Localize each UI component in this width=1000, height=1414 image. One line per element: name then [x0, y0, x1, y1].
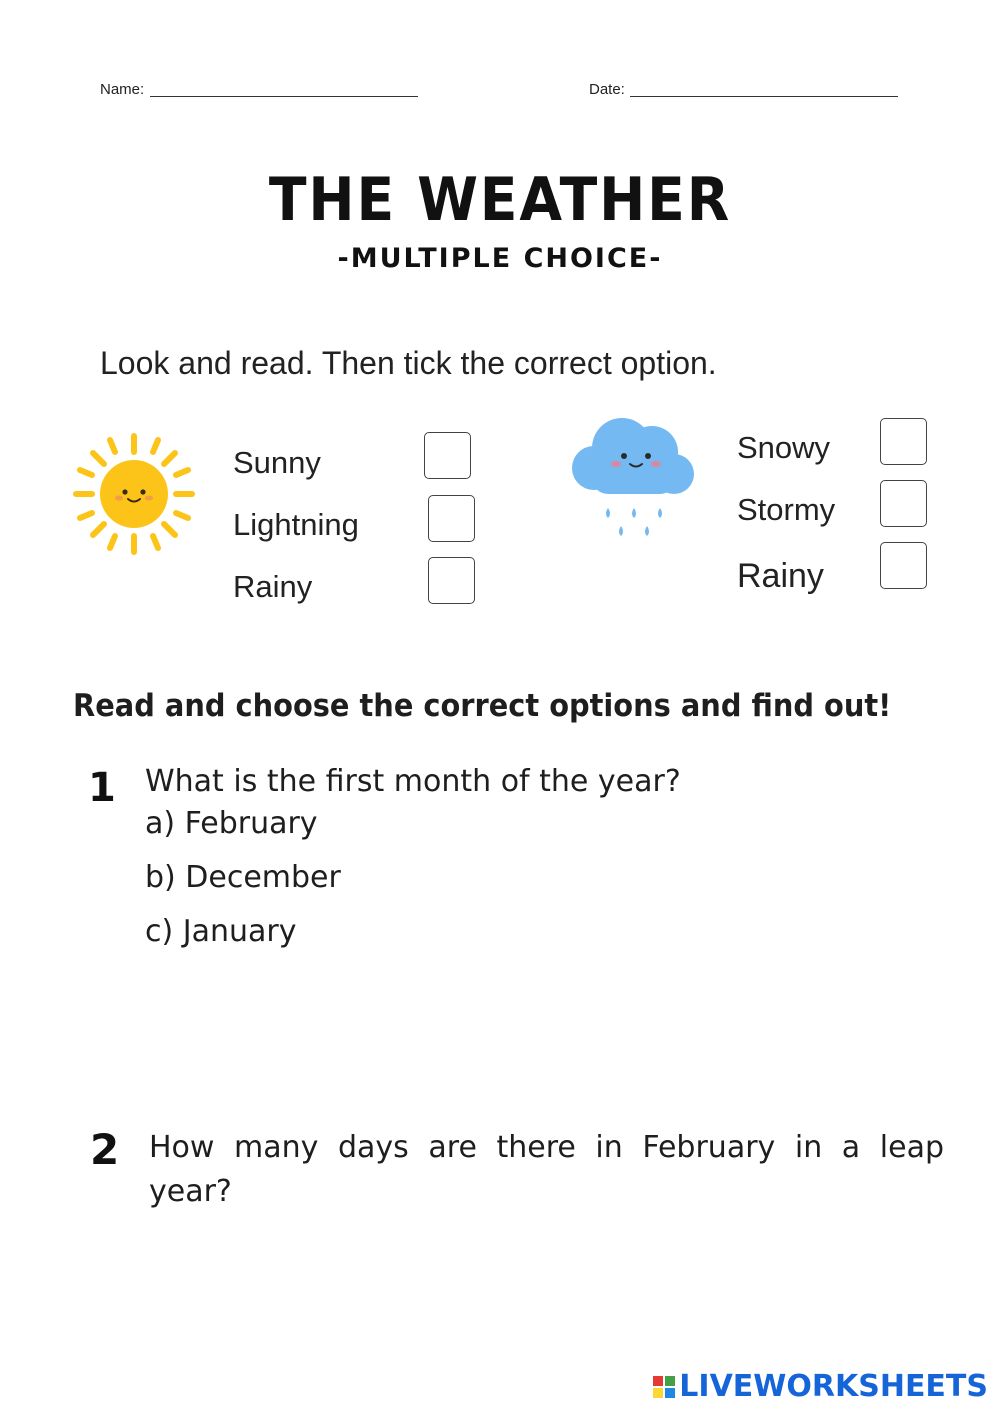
tickbox-sunny[interactable]: [424, 432, 471, 479]
sun-icon: [70, 430, 198, 558]
question-1-answer-b[interactable]: b) December: [145, 860, 341, 895]
tickbox-stormy[interactable]: [880, 480, 927, 527]
name-label: Name:: [100, 81, 145, 98]
liveworksheets-brand: [653, 1369, 988, 1404]
tickbox-rainy-cloud[interactable]: [880, 542, 927, 589]
date-label: Date:: [589, 81, 625, 98]
option-rainy-cloud-label: Rainy: [737, 557, 824, 595]
worksheet-subtitle: -MULTIPLE CHOICE-: [337, 243, 663, 274]
question-1-answer-a[interactable]: a) February: [145, 806, 318, 841]
question-2-text: How many days are there in February in a leap year?: [149, 1130, 944, 1209]
section-heading: Read and choose the correct options and find out!: [73, 688, 892, 724]
tickbox-snowy[interactable]: [880, 418, 927, 465]
instruction-text: Look and read. Then tick the correct option.: [100, 345, 717, 381]
option-stormy-label: Stormy: [737, 492, 836, 527]
brand-text: LIVEWORKSHEETS: [679, 1369, 988, 1404]
question-1-answer-c[interactable]: c) January: [145, 914, 297, 949]
worksheet-title: THE WEATHER: [268, 165, 732, 235]
tickbox-lightning[interactable]: [428, 495, 475, 542]
rain-cloud-icon: [568, 412, 700, 544]
date-input-line[interactable]: [630, 96, 898, 97]
question-2-number: 2: [90, 1125, 120, 1174]
tickbox-rainy-sun[interactable]: [428, 557, 475, 604]
question-1-number: 1: [88, 765, 116, 811]
option-rainy-label: Rainy: [233, 569, 313, 604]
question-1-text: What is the first month of the year?: [145, 764, 681, 799]
option-lightning-label: Lightning: [233, 507, 359, 542]
option-snowy-label: Snowy: [737, 430, 831, 465]
liveworksheets-logo-icon: [653, 1376, 675, 1398]
name-input-line[interactable]: [150, 96, 418, 97]
option-sunny-label: Sunny: [233, 445, 321, 480]
